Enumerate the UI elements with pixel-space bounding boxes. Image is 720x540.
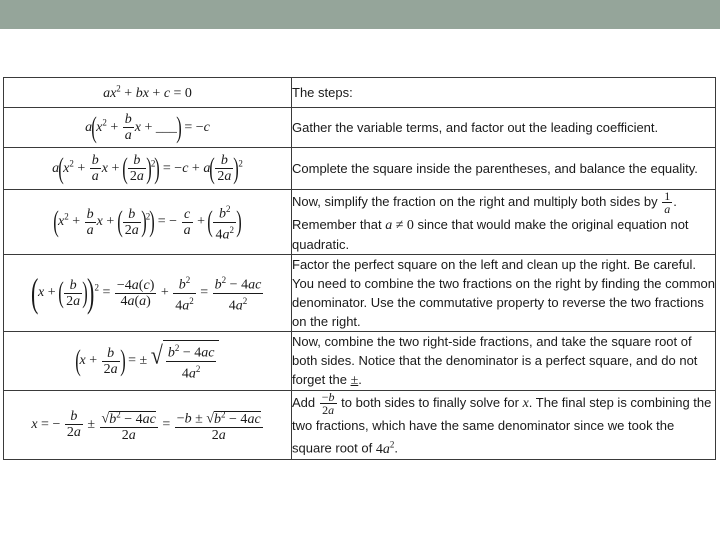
table-row (4, 255, 716, 332)
a-not-zero-expression: a ≠ 0 (385, 218, 414, 233)
equation-cell (4, 78, 292, 108)
step-description: Add $\frac{-b}{2a}$ to both sides to finally solve for x. The final step is combining the two fractions, which have the same denominator since we took the square root of $4a^2$. (292, 391, 716, 460)
plus-minus-symbol: ± (350, 373, 359, 388)
equation-cell (4, 255, 292, 332)
equation-step-5: (x + $\frac{b}{2a}$ ) = ± √ $\frac{b^2 - 4ac}{4a^2}$ (76, 353, 220, 368)
step-6-text-a: Add (292, 394, 316, 410)
neg-b-over-2a-fraction: $\frac{-b}{2a}$ (321, 390, 335, 417)
equation-step-2: $a(x^2$ + $\frac{b}{a}$ x + ( $\frac{b}{2a}$ )$^2$) = −c + a( $\frac{b}{2a}$ )$^2$ (52, 151, 243, 185)
table-row (4, 332, 716, 391)
step-6-text-b: to both sides to finally solve for (341, 394, 519, 410)
equation-cell (4, 391, 292, 460)
equation-step-4: (x + ( $\frac{b}{2a}$ ))$^2$ = $\frac{-4a(c)}{4a(a)}$ + $\frac{b^2}{4a^2}$ = $\frac{b^2 - 4ac}{4a^2}$ (30, 270, 262, 315)
step-2-text: Complete the square inside the parentheses, and balance the equality. (292, 161, 698, 176)
step-5-text: Now, combine the two right-side fractions, and take the square root of both sides. Notice that the denominator is a perfect square, and do not forget the (292, 334, 698, 387)
equation-cell (4, 148, 292, 190)
steps-title: The steps: (292, 85, 353, 100)
variable-x: x (522, 395, 529, 411)
equation-step-1: $a(x^2$ + $\frac{b}{a}$ x + ___) = −c (85, 110, 210, 144)
steps-header-cell (292, 78, 716, 108)
table-row (4, 190, 716, 255)
equation-step-3: ($x^2$ + $\frac{b}{a}$ x + ( $\frac{b}{2a}$ )$^2$) = − $\frac{c}{a}$ + ( $\frac{b^2}{4a^2}$ ) (53, 203, 242, 243)
equation-standard-form: $ax^2$ + bx + c = 0 (103, 83, 192, 101)
step-1-text: Gather the variable terms, and factor out the leading coefficient. (292, 120, 659, 135)
step-3-text-a: Now, simplify the fraction on the right and multiply both sides by (292, 193, 658, 209)
quadratic-derivation-table (3, 77, 716, 460)
step-4-text: Factor the perfect square on the left and clean up the right. Be careful. You need to combine the two fractions on the right by finding the common denominator. Use the commutative property to reverse the two fractions on the right. (292, 257, 716, 329)
four-a-squared: $4a^2$ (375, 439, 395, 457)
equation-cell (4, 190, 292, 255)
step-3-text-c: since that would make the original equation not quadratic. (292, 217, 689, 252)
step-3-text-b: Remember that (292, 217, 382, 232)
step-description: Now, combine the two right-side fractions, and take the square root of both sides. Notice that the denominator is a perfect square, and do not forget the ±. (292, 332, 716, 391)
one-over-a-fraction: $\frac{1}{a}$ (664, 189, 671, 216)
step-description (292, 148, 716, 190)
table-row (4, 148, 716, 190)
step-6-text-c: . The final step is combining the two fractions, which have the same denominator since we took the square root of (292, 394, 712, 456)
table-row (4, 108, 716, 148)
step-description (292, 108, 716, 148)
equation-quadratic-formula: x = − $\frac{b}{2a}$ ± $\frac{√b^2 - 4ac}{2a}$ = $\frac{-b \pm √b^2 - 4ac}{2a}$ (31, 409, 261, 443)
equation-cell (4, 108, 292, 148)
top-accent-bar (0, 0, 720, 29)
equation-cell (4, 332, 292, 391)
step-description (292, 255, 716, 332)
table-row (4, 78, 716, 108)
table-row (4, 391, 716, 460)
step-description: Now, simplify the fraction on the right and multiply both sides by $\frac{1}{a}$ . Remember that a ≠ 0 since that would make the original equation not quadratic. (292, 190, 716, 255)
